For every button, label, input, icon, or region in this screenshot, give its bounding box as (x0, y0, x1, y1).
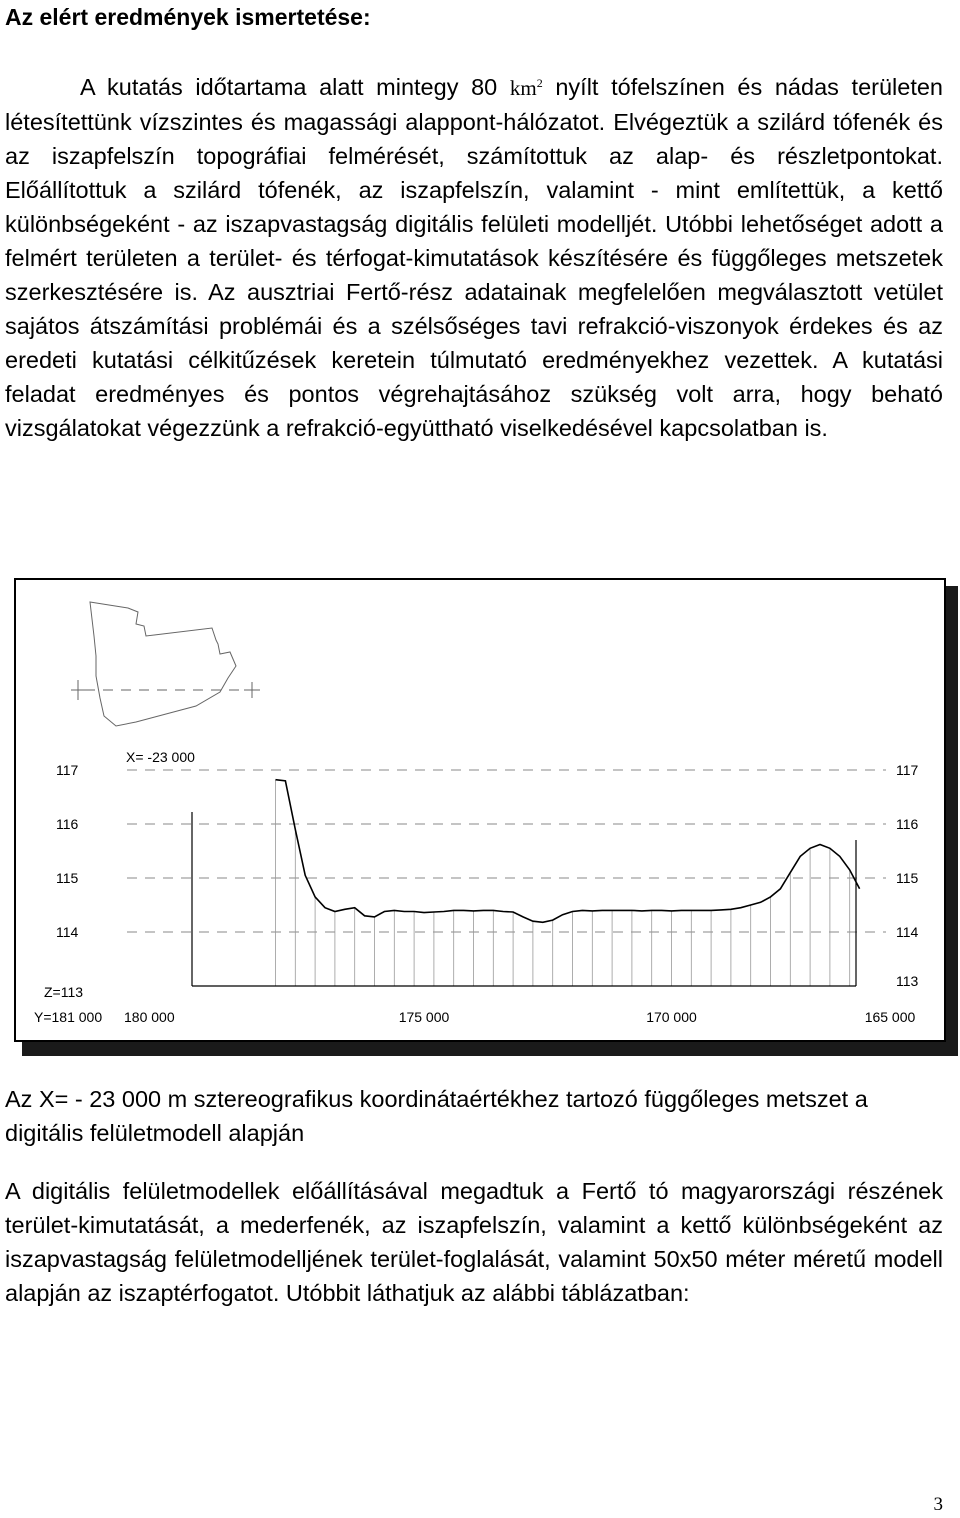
cross-section-chart (16, 580, 944, 1040)
area-unit-exponent: 2 (536, 76, 543, 90)
area-unit-base: km (509, 76, 537, 100)
cross-section-figure (14, 578, 946, 1042)
area-unit (510, 76, 543, 100)
x-tick-label: 165 000 (864, 1009, 916, 1025)
section-heading: Az elért eredmények ismertetése: (5, 4, 371, 30)
left-tick-label: 116 (56, 816, 79, 832)
profile-verticals (276, 780, 850, 986)
right-tick-label: 115 (896, 870, 919, 886)
left-tick-label: 115 (56, 870, 79, 886)
y-axis-label: Y=181 000 (34, 1009, 103, 1025)
page-number: 3 (933, 1494, 943, 1515)
grid-lines (127, 770, 886, 932)
x-tick-label: 175 000 (398, 1009, 450, 1025)
intro-paragraph (5, 66, 943, 445)
intro-text-rest: nyílt tófelszínen és nádas területen létesítettünk vízszintes és magassági alappont-hálózatot. Elvégeztük a szilárd tófenék és az iszapfelszín topográfiai felmérését, számítottuk az alap- és részletpontokat. Előállítottuk a szilárd tófenék, az iszapfelszín, valamint - mint említettük, a kettő különbségeként - az iszapvastagság digitális felületi modelljét. Utóbbi lehetőséget adott a felmért területen a terület- és térfogat-kimutatások készítésére és függőleges metszetek szerkesztésére is. Az ausztriai Fertő-rész adatainak megfelelően megválasztott vetület sajátos átszámítási problémái és a szélsőséges tavi refrakció-viszonyok érdekes és az eredeti kutatási célkitűzések keretein túlmutató eredményekhez vezettek. A kutatási feladat eredményes és pontos végrehajtásához szükség volt arra, hogy beható vizsgálatokat végezzünk a refrakció-együttható viselkedésével kapcsolatban is. (5, 74, 943, 441)
right-tick-label: 114 (896, 924, 919, 940)
right-tick-label: 113 (896, 973, 919, 989)
results-paragraph: A digitális felületmodellek előállításával megadtuk a Fertő tó magyarországi részének terület-kimutatását, a mederfenék, az iszapfelszín, valamint a kettő különbségeként az iszapvastagság felületmodelljének terület-foglalását, valamint 50x50 méter méretű modell alapján az iszaptérfogatot. Utóbbit láthatjuk az alábbi táblázatban: (5, 1178, 943, 1306)
figure-caption: Az X= - 23 000 m sztereografikus koordinátaértékhez tartozó függőleges metszet a digitális felületmodell alapján (5, 1086, 868, 1146)
x-axis-ticks (124, 1009, 916, 1025)
right-axis-ticks (896, 762, 919, 989)
right-tick-label: 116 (896, 816, 919, 832)
left-tick-label: 117 (56, 762, 79, 778)
left-axis-ticks (56, 762, 79, 940)
x-tick-label: 170 000 (646, 1009, 697, 1025)
lake-outline-map (90, 602, 236, 726)
profile-line (276, 780, 860, 923)
intro-text-start: A kutatás időtartama alatt mintegy 80 (80, 74, 510, 100)
right-tick-label: 117 (896, 762, 919, 778)
section-title: X= -23 000 (126, 749, 195, 765)
x-tick-label: 180 000 (124, 1009, 175, 1025)
left-tick-label: 114 (56, 924, 79, 940)
z-axis-label: Z=113 (44, 984, 84, 1000)
